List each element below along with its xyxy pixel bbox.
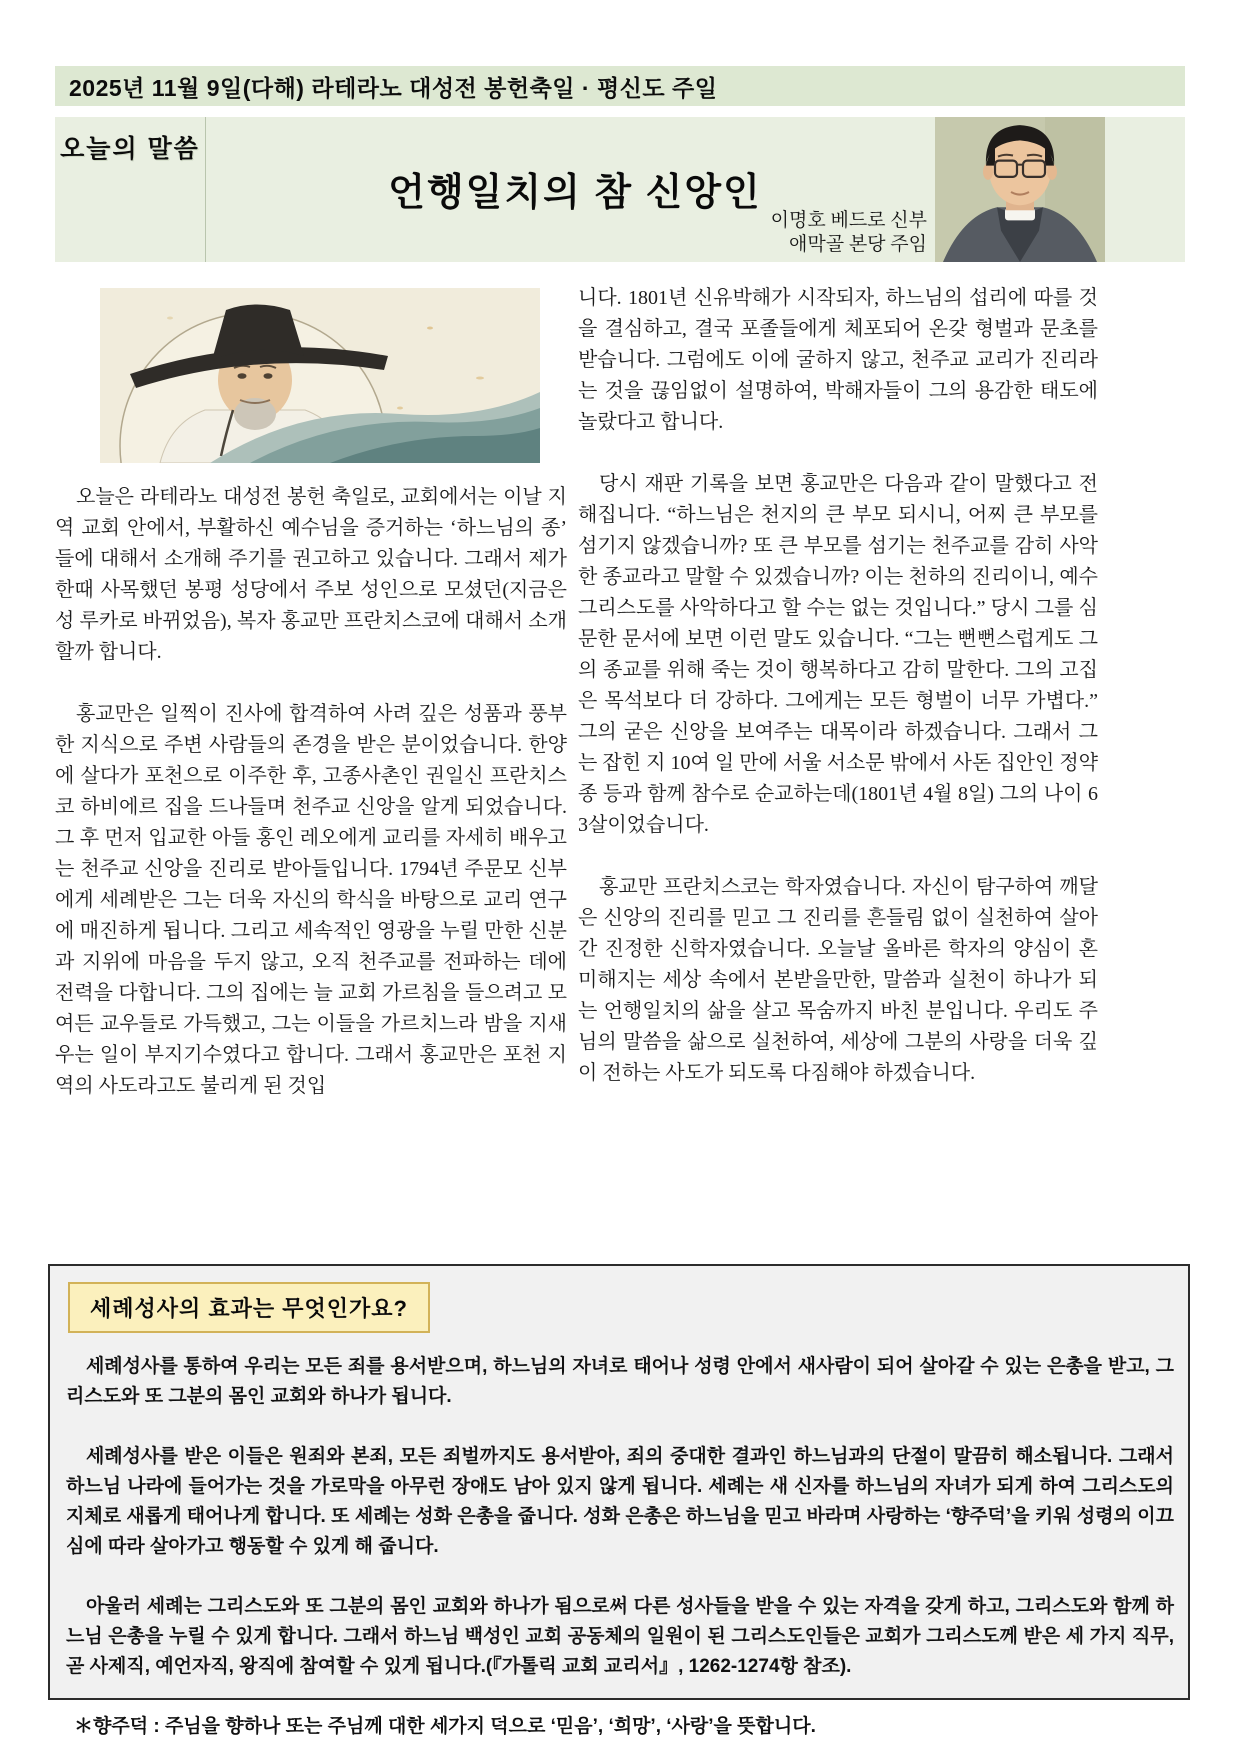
martyr-portrait-illustration [100,288,540,463]
info-box-title: 세례성사의 효과는 무엇인가요? [68,1282,430,1333]
header-panel [55,117,1185,262]
article-left-column [55,482,567,1133]
info-box-footnote: ＊향주덕 : 주님을 향하나 또는 주님께 대한 세가지 덕으로 ‘믿음’, ‘희망’, ‘사랑’을 뜻합니다. [74,1716,816,1737]
article-paragraph: 오늘은 라테라노 대성전 봉헌 축일로, 교회에서는 이날 지역 교회 안에서, 부활하신 예수님을 증거하는 ‘하느님의 종’ 들에 대해서 소개해 주기를 권고하고 있습니다. 그래서 제가 한때 사목했던 봉평 성당에서 주보 성인으로 모셨던(지금은 성 루카로 바뀌었음), 복자 홍교만 프란치스코에 대해서 소개할까 합니다. [55,486,567,663]
article-right-column [578,283,1098,1120]
author-role: 애막골 본당 주임 [789,234,927,255]
article-paragraph: 홍교만 프란치스코는 학자였습니다. 자신이 탐구하여 깨달은 신앙의 진리를 믿고 그 진리를 흔들림 없이 실천하여 살아간 진정한 신학자였습니다. 오늘날 올바른 학자의 양심이 혼미해지는 세상 속에서 본받을만한, 말씀과 실천이 하나가 되는 언행일치의 삶을 살고 목숨까지 바친 분입니다. 우리도 주님의 말씀을 삶으로 실천하여, 세상에 그분의 사랑을 더욱 깊이 전하는 사도가 되도록 다짐해야 하겠습니다. [578,876,1098,1084]
info-box-paragraph: 아울러 세례는 그리스도와 또 그분의 몸인 교회와 하나가 됨으로써 다른 성사들을 받을 수 있는 자격을 갖게 하고, 그리스도와 함께 하느님 은총을 누릴 수 있게 합니다. 그래서 하느님 백성인 교회 공동체의 일원이 된 그리스도인들은 교회가 그리스도께 받은 세 가지 직무, 곧 사제직, 예언자직, 왕직에 참여할 수 있게 됩니다.(『가톨릭 교회 교리서』, 1262-1274항 참조). [66,1596,1174,1677]
article-paragraph: 당시 재판 기록을 보면 홍교만은 다음과 같이 말했다고 전해집니다. “하느님은 천지의 큰 부모 되시니, 어찌 큰 부모를 섬기지 않겠습니까? 또 큰 부모를 섬기는 천주교를 감히 사악한 종교라고 말할 수 있겠습니까? 이는 천하의 진리이니, 예수 그리스도를 사악하다고 할 수는 없는 것입니다.” 당시 그를 심문한 문서에 보면 이런 말도 있습니다. “그는 뻔뻔스럽게도 그의 종교를 위해 죽는 것이 행복하다고 감히 말한다. 그의 고집은 목석보다 더 강하다. 그에게는 모든 형벌이 너무 가볍다.” 그의 굳은 신앙을 보여주는 대목이라 하겠습니다. 그래서 그는 잡힌 지 10여 일 만에 서울 서소문 밖에서 사돈 집안인 정약종 등과 함께 참수로 순교하는데(1801년 4월 8일) 그의 나이 63살이었습니다. [578,473,1098,836]
priest-photo [935,117,1105,262]
section-label: 오늘의 말씀 [60,135,200,163]
info-box-paragraph: 세례성사를 받은 이들은 원죄와 본죄, 모든 죄벌까지도 용서받아, 죄의 중대한 결과인 하느님과의 단절이 말끔히 해소됩니다. 그래서 하느님 나라에 들어가는 것을 가로막을 아무런 장애도 남아 있지 않게 됩니다. 세례는 새 신자를 하느님의 자녀가 되게 하여 그리스도의 지체로 새롭게 태어나게 합니다. 또 세례는 성화 은총을 줍니다. 성화 은총은 하느님을 믿고 바라며 사랑하는 ‘향주덕’을 키워 성령의 이끄심에 따라 살아가고 행동할 수 있게 해 줍니다. [66,1446,1174,1557]
page-title: 언행일치의 참 신앙인 [388,172,762,214]
article-paragraph: 니다. 1801년 신유박해가 시작되자, 하느님의 섭리에 따를 것을 결심하고, 결국 포졸들에게 체포되어 온갖 형벌과 문초를 받습니다. 그럼에도 이에 굴하지 않고, 천주교 교리가 진리라는 것을 끊임없이 설명하여, 박해자들이 그의 용감한 태도에 놀랐다고 합니다. [578,287,1098,433]
date-banner: 2025년 11월 9일(다해) 라테라노 대성전 봉헌축일 · 평신도 주일 [55,66,1185,106]
info-box-paragraph: 세례성사를 통하여 우리는 모든 죄를 용서받으며, 하느님의 자녀로 태어나 성령 안에서 새사람이 되어 살아갈 수 있는 은총을 받고, 그리스도와 또 그분의 몸인 교회와 하나가 됩니다. [66,1356,1174,1407]
author-block [771,209,927,257]
info-box-body [66,1352,1174,1753]
author-name: 이명호 베드로 신부 [770,210,927,231]
info-box [48,1264,1190,1737]
article-paragraph: 홍교만은 일찍이 진사에 합격하여 사려 깊은 성품과 풍부한 지식으로 주변 사람들의 존경을 받은 분이었습니다. 한양에 살다가 포천으로 이주한 후, 고종사촌인 권일신 프란치스코 하비에르 집을 드나들며 천주교 신앙을 알게 되었습니다. 그 후 먼저 입교한 아들 홍인 레오에게 교리를 자세히 배우고는 천주교 신앙을 진리로 받아들입니다. 1794년 주문모 신부에게 세례받은 그는 더욱 자신의 학식을 바탕으로 교리 연구에 매진하게 됩니다. 그리고 세속적인 영광을 누릴 만한 신분과 지위에 마음을 두지 않고, 오직 천주교를 전파하는 데에 전력을 다합니다. 그의 집에는 늘 교회 가르침을 들으려고 모여든 교우들로 가득했고, 그는 이들을 가르치느라 밤을 지새우는 일이 부지기수였다고 합니다. 그래서 홍교만은 포천 지역의 사도라고도 불리게 된 것입 [55,703,567,1097]
